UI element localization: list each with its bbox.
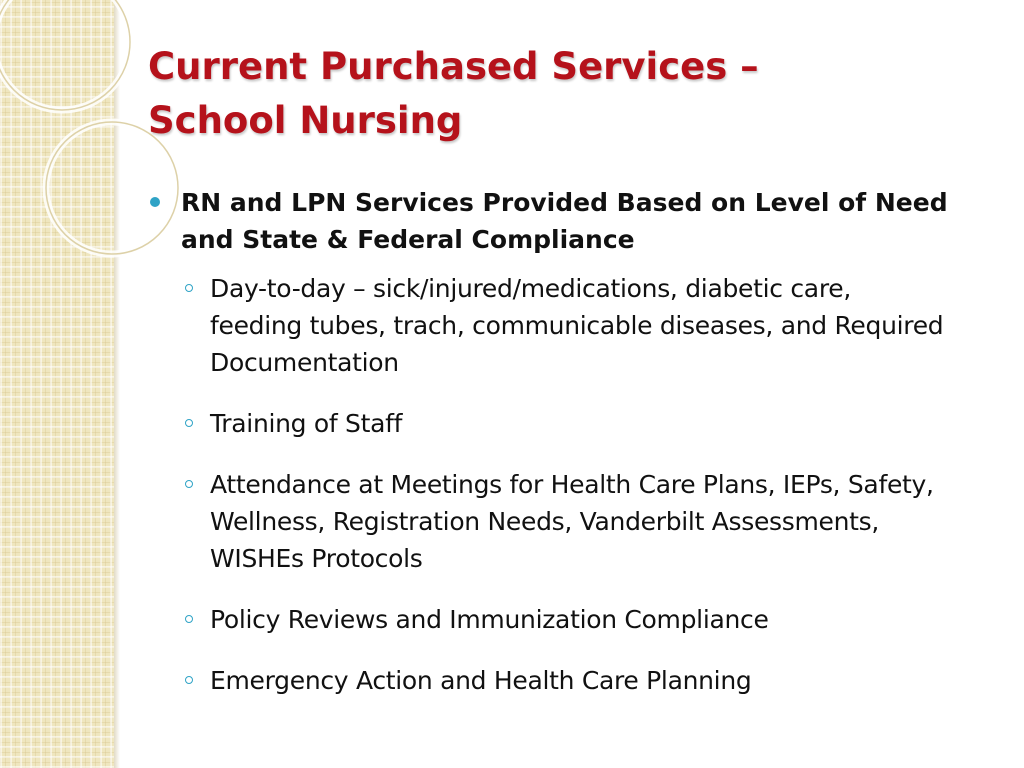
hollow-circle-bullet-icon [185, 284, 193, 292]
hollow-circle-bullet-icon [185, 480, 193, 488]
filled-circle-bullet-icon [150, 197, 160, 207]
sub-bullet-item [148, 270, 948, 381]
hollow-circle-bullet-icon [185, 615, 193, 623]
sub-bullet-text: Policy Reviews and Immunization Compliance [210, 605, 769, 634]
main-bullet [148, 184, 948, 258]
sub-bullet-text: Emergency Action and Health Care Planning [210, 666, 752, 695]
sub-bullet-text: Day-to-day – sick/injured/medications, diabetic care, feeding tubes, trach, communicable diseases, and Required Documentation [210, 274, 944, 377]
sub-bullet-item [148, 466, 948, 577]
sub-bullet-list [148, 270, 948, 699]
sub-bullet-item [148, 662, 948, 699]
hollow-circle-bullet-icon [185, 419, 193, 427]
slide-title [148, 40, 968, 148]
sub-bullet-item [148, 601, 948, 638]
slide-body [148, 184, 948, 723]
slide-title-line-1: Current Purchased Services – [148, 45, 759, 88]
sub-bullet-text: Training of Staff [210, 409, 403, 438]
main-bullet-text: RN and LPN Services Provided Based on Level of Need and State & Federal Compliance [181, 188, 948, 254]
slide-title-line-2: School Nursing [148, 99, 463, 142]
sub-bullet-item [148, 405, 948, 442]
hollow-circle-bullet-icon [185, 676, 193, 684]
sub-bullet-text: Attendance at Meetings for Health Care Plans, IEPs, Safety, Wellness, Registration Needs, Vanderbilt Assessments, WISHEs Protocols [210, 470, 934, 573]
